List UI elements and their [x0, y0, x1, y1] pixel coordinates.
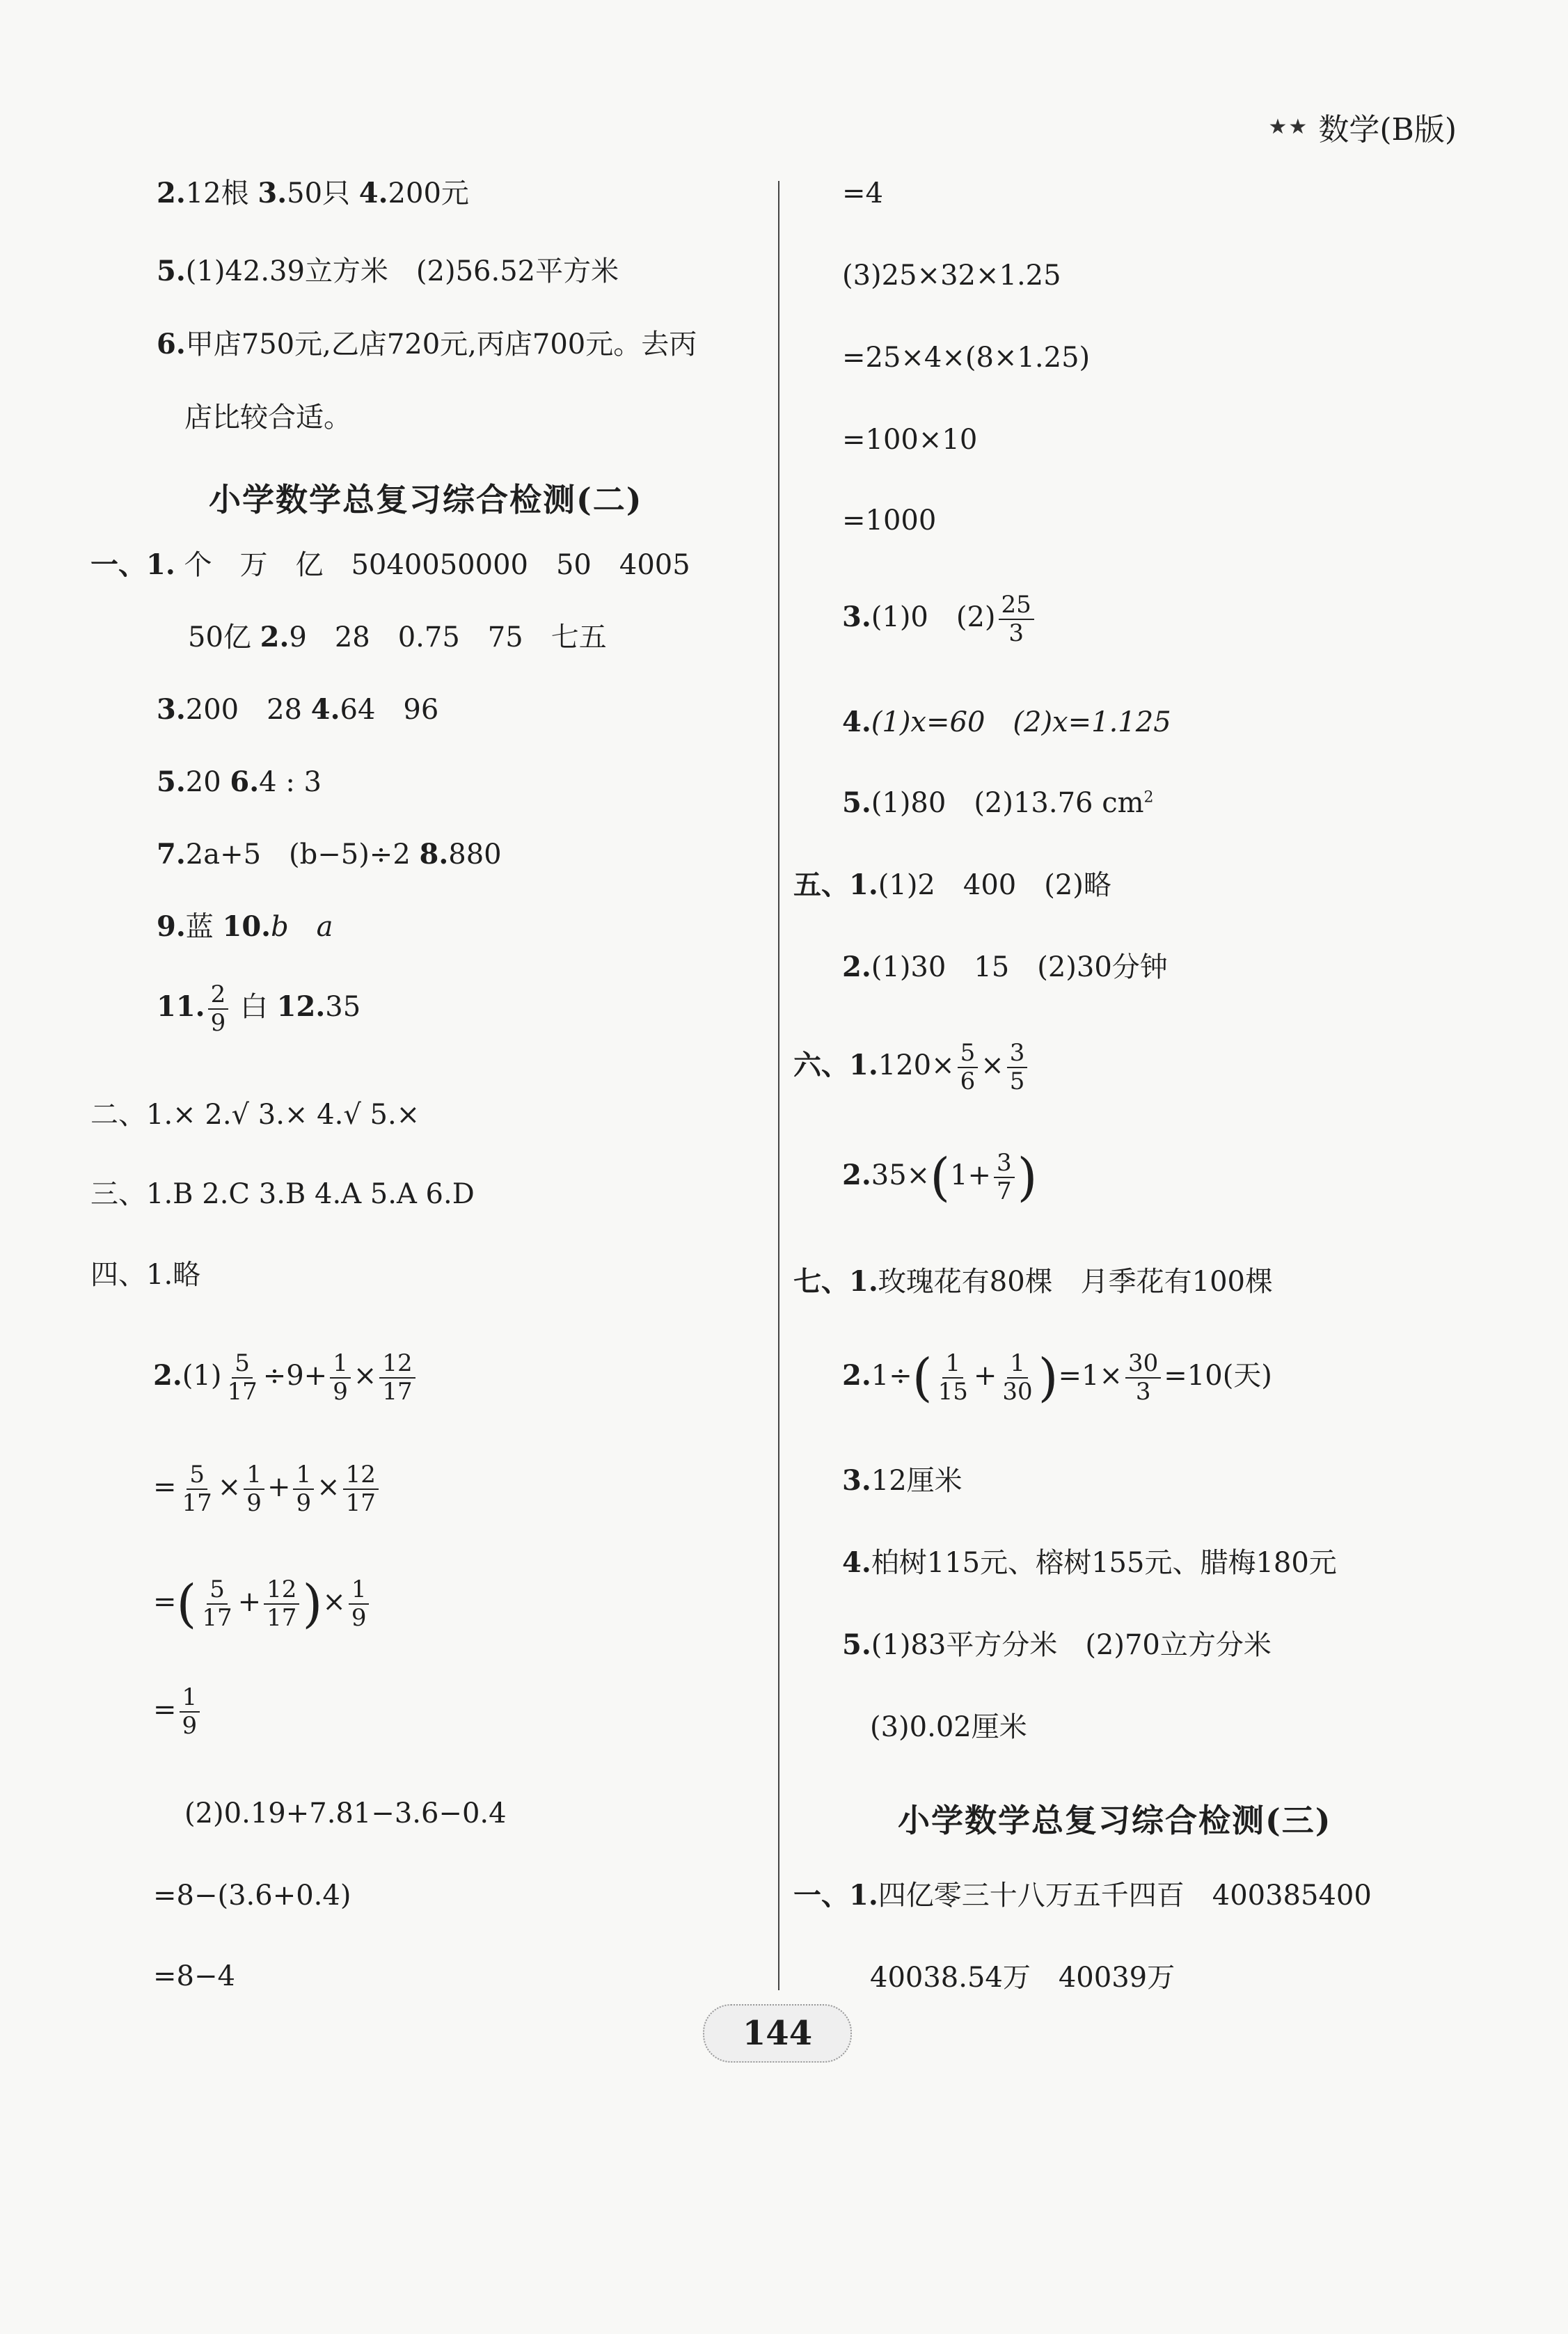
- column-divider: [778, 181, 779, 1990]
- answer-line: 4.柏树115元、榕树155元、腊梅180元: [842, 1546, 1337, 1579]
- answer-line: 四、1.略: [90, 1259, 201, 1291]
- answer-line: 7.2a+5 (b−5)÷2 8.880: [157, 838, 502, 871]
- answer-line: 一、1.四亿零三十八万五千四百 400385400: [793, 1879, 1372, 1912]
- answer-line: 一、1. 个 万 亿 5040050000 50 4005: [90, 548, 690, 581]
- fraction: $\frac{2}{9}$: [208, 981, 229, 1037]
- calc-line: = $\frac{1}{9}$: [153, 1684, 203, 1740]
- answer-line: 三、1.B 2.C 3.B 4.A 5.A 6.D: [90, 1178, 475, 1210]
- answer-line: 5.20 6.4 : 3: [157, 765, 322, 798]
- calc-line: =8−4: [153, 1960, 235, 1992]
- answer-line: 2.(1)30 15 (2)30分钟: [842, 951, 1168, 983]
- answer-line: 5.(1)83平方分米 (2)70立方分米: [842, 1628, 1272, 1661]
- answer-line: 五、1.(1)2 400 (2)略: [793, 868, 1111, 901]
- answer-line: 3.(1)0 (2) $\frac{25}{3}$: [842, 592, 1037, 647]
- subject-title: 数学(B版): [1318, 112, 1457, 148]
- page-number: 144: [703, 2004, 852, 2063]
- answer-line: 2.1÷( $\frac{1}{15}$ + $\frac{1}{30}$ )=1× $\frac{30}{3}$ =10(天): [842, 1348, 1272, 1408]
- answer-line: 6.甲店750元,乙店720元,丙店700元。去丙: [157, 328, 697, 360]
- answer-line: 5.(1)42.39立方米 (2)56.52平方米: [157, 255, 619, 287]
- star-icons: ★★: [1268, 114, 1309, 139]
- calc-line: =8−(3.6+0.4): [153, 1880, 351, 1912]
- answer-line: (3)0.02厘米: [870, 1711, 1027, 1743]
- answer-line: 3.200 28 4.64 96: [157, 693, 439, 726]
- answer-line: 六、1.120× $\frac{5}{6}$ × $\frac{3}{5}$: [793, 1040, 1030, 1095]
- answer-line: 2.12根 3.50只 4.200元: [157, 177, 469, 209]
- answer-line: 9.蓝 10.b a: [157, 910, 333, 943]
- calc-line: =1000: [842, 505, 937, 537]
- calc-line: = $\frac{5}{17}$ × $\frac{1}{9}$ + $\frac{1}{9}$ × $\frac{12}{17}$: [153, 1461, 381, 1517]
- calc-line: 2.(1) $\frac{5}{17}$ ÷9+ $\frac{1}{9}$ × $\frac{12}{17}$: [153, 1350, 418, 1406]
- header: [1269, 104, 1457, 149]
- calc-line: (2)0.19+7.81−3.6−0.4: [184, 1797, 507, 1829]
- answer-line: 七、1.玫瑰花有80棵 月季花有100棵: [793, 1265, 1274, 1298]
- calc-line: =( $\frac{5}{17}$ + $\frac{12}{17}$ )× $\frac{1}{9}$: [153, 1576, 372, 1632]
- calc-line: =100×10: [842, 424, 978, 456]
- answer-line: 4.(1)x=60 (2)x=1.125: [842, 706, 1171, 738]
- answer-line: 3.12厘米: [842, 1464, 963, 1497]
- answer-line: 二、1.× 2.√ 3.× 4.√ 5.×: [90, 1099, 420, 1131]
- answer-line: 11. $\frac{2}{9}$ 白 12.35: [157, 981, 361, 1038]
- calc-line: =25×4×(8×1.25): [842, 342, 1091, 374]
- answer-line: 店比较合适。: [184, 402, 351, 434]
- answer-line: 50亿 2.9 28 0.75 75 七五: [188, 621, 607, 653]
- calc-line: (3)25×32×1.25: [842, 260, 1061, 292]
- answer-line: 5.(1)80 (2)13.76 $cm^2$: [842, 786, 1154, 819]
- answer-line: 2.35×(1+ $\frac{3}{7}$ ): [842, 1148, 1038, 1208]
- section-title: 小学数学总复习综合检测(二): [209, 481, 643, 518]
- section-title: 小学数学总复习综合检测(三): [898, 1802, 1332, 1839]
- calc-line: =4: [842, 177, 883, 209]
- answer-line: 40038.54万 40039万: [870, 1962, 1175, 1994]
